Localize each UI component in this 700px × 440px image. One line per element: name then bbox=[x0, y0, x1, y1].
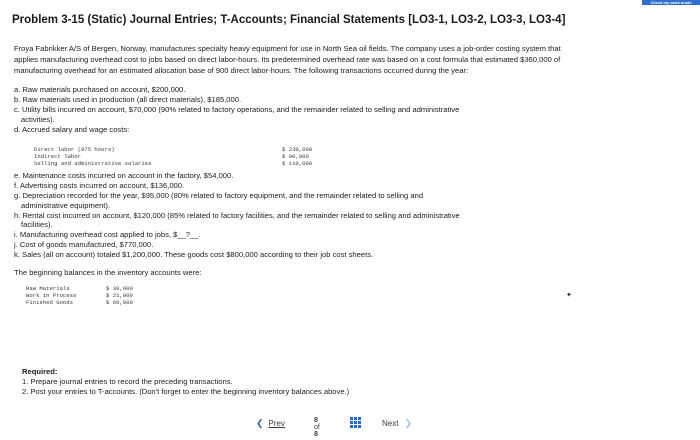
table-row: Selling and administrative salaries $ 110,000 bbox=[34, 160, 313, 168]
table-row: Indirect labor $ 90,000 bbox=[34, 153, 309, 161]
required-section bbox=[22, 367, 349, 397]
transaction-list-e-k bbox=[14, 171, 586, 259]
required-item: 2. Post your entries to T-accounts. (Don't forget to enter the beginning inventory balances above.) bbox=[22, 387, 350, 396]
transaction-item-d: d. Accrued salary and wage costs: bbox=[14, 124, 130, 134]
required-heading: Required: bbox=[22, 367, 58, 376]
transaction-item-g: g. Depreciation recorded for the year, $95,000 (80% related to factory equipment, and the remainder related to selling and administrative equipment). bbox=[14, 190, 424, 210]
check-my-work-badge[interactable]: Check my work mode bbox=[642, 0, 700, 5]
table-row: Work in Process $ 21,000 bbox=[26, 291, 133, 299]
transaction-item-h: h. Rental cost incurred on account, $120,000 (85% related to factory facilities, and the remainder related to selling and administrative facilities). bbox=[14, 210, 460, 230]
transaction-item-c: c. Utility bills incurred on account, $70,000 (90% related to factory operations, and the remainder related to selling and administrative activities). bbox=[14, 104, 460, 124]
chevron-right-icon: ❯ bbox=[404, 418, 412, 428]
next-button[interactable] bbox=[382, 414, 422, 432]
prev-button[interactable] bbox=[256, 414, 296, 432]
transaction-item-b: b. Raw materials used in production (all direct materials), $185,000. bbox=[14, 95, 242, 105]
prev-label: Prev bbox=[268, 419, 285, 428]
required-item: 1. Prepare journal entries to record the preceding transactions. bbox=[22, 377, 233, 386]
transaction-item-e: e. Maintenance costs incurred on account in the factory, $54,000. bbox=[14, 171, 234, 181]
chevron-left-icon: ❮ bbox=[256, 418, 264, 428]
transaction-list-a-d bbox=[14, 85, 586, 134]
next-label: Next bbox=[382, 419, 399, 428]
page-indicator: 8 of 8 bbox=[314, 417, 320, 438]
grid-icon[interactable] bbox=[350, 417, 361, 428]
transaction-item-a: a. Raw materials purchased on account, $200,000. bbox=[14, 85, 186, 95]
table-row: Direct labor (975 hours) $ 230,000 bbox=[34, 146, 313, 154]
inventory-balances-table bbox=[26, 285, 586, 306]
table-row: Raw Materials $ 30,000 bbox=[26, 284, 133, 292]
balances-intro: The beginning balances in the inventory accounts were: bbox=[14, 267, 202, 277]
table-row: Finished Goods $ 60,000 bbox=[26, 298, 133, 306]
transaction-item-j: j. Cost of goods manufactured, $770,000. bbox=[14, 239, 154, 249]
mouse-cursor-icon: ✦ bbox=[566, 292, 572, 299]
transaction-item-k: k. Sales (all on account) totaled $1,200,000. These goods cost $800,000 according to their job cost sheets. bbox=[14, 249, 374, 259]
transaction-item-i: i. Manufacturing overhead cost applied to jobs, $__?__. bbox=[14, 230, 201, 240]
salary-cost-table bbox=[34, 146, 586, 167]
problem-intro: Froya Fabrikker A/S of Bergen, Norway, manufactures specialty heavy equipment for use in North Sea oil fields. The company uses a job-order costing system that applies manufacturing overhead cost to jobs based on direct labor-hours. Its predetermined overhead rate was based on a cost formula that estimated $360,000 of manufacturing overhead for an estimated allocation base of 900 direct labor-hours. The following transactions occurred during the year: bbox=[14, 44, 561, 75]
page-title: Problem 3-15 (Static) Journal Entries; T-Accounts; Financial Statements [LO3-1, LO3-2, LO3-3, LO3-4] bbox=[12, 14, 566, 26]
transaction-item-f: f. Advertising costs incurred on account, $136,000. bbox=[14, 181, 185, 191]
title-bar bbox=[0, 0, 700, 40]
problem-content bbox=[14, 44, 586, 318]
